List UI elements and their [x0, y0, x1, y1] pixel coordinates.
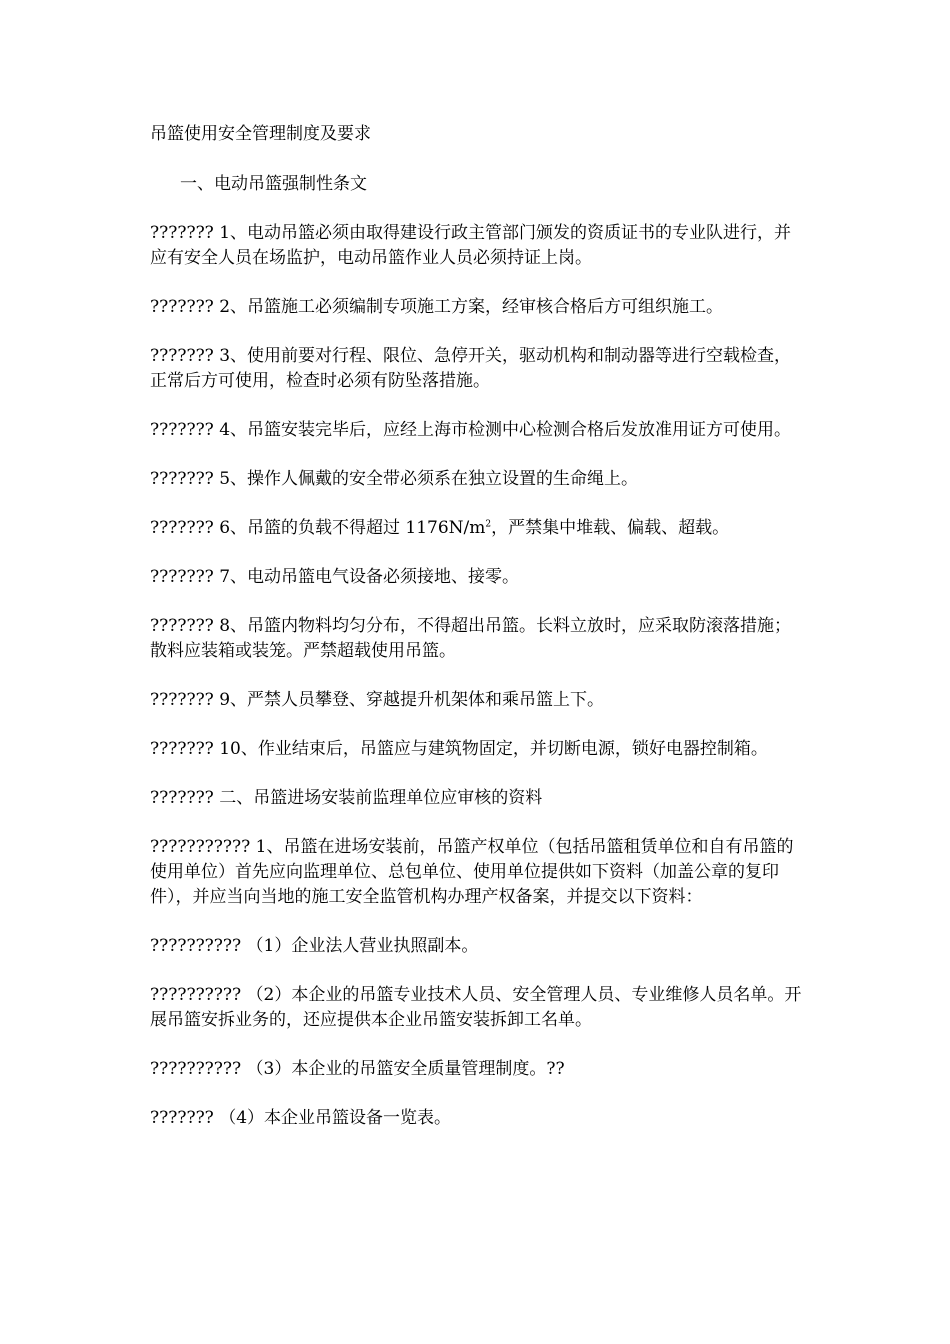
clause-4: ??????? 4、吊篮安装完毕后，应经上海市检测中心检测合格后发放准用证方可使用。	[150, 420, 792, 440]
review-item-3: ?????????? （3）本企业的吊篮安全质量管理制度。??	[150, 1059, 565, 1079]
section-heading-review-materials: ??????? 二、吊篮进场安装前监理单位应审核的资料	[150, 788, 543, 808]
clause-2: ??????? 2、吊篮施工必须编制专项施工方案，经审核合格后方可组织施工。	[150, 297, 724, 317]
clause-3: ??????? 3、使用前要对行程、限位、急停开关，驱动机构和制动器等进行空载检查，正常后方可使用，检查时必须有防坠落措施。	[150, 346, 792, 391]
clause-7: ??????? 7、电动吊篮电气设备必须接地、接零。	[150, 567, 520, 587]
clause-6-suffix: ，严禁集中堆载、偏载、超载。	[491, 518, 730, 538]
review-item-1: ?????????? （1）企业法人营业执照副本。	[150, 936, 479, 956]
clause-10: ??????? 10、作业结束后，吊篮应与建筑物固定，并切断电源，锁好电器控制箱。	[150, 739, 768, 759]
review-item-2: ?????????? （2）本企业的吊篮专业技术人员、安全管理人员、专业维修人员名单。开展吊篮安拆业务的，还应提供本企业吊篮安装拆卸工名单。	[150, 985, 802, 1030]
clause-6-prefix: ??????? 6、吊篮的负载不得超过 1176N/m	[150, 518, 486, 538]
clause-6-superscript: 2	[485, 519, 492, 530]
review-item-4: ??????? （4）本企业吊篮设备一览表。	[150, 1108, 452, 1128]
clause-6	[150, 516, 802, 541]
review-intro: ??????????? 1、吊篮在进场安装前，吊篮产权单位（包括吊篮租赁单位和自有吊篮的使用单位）首先应向监理单位、总包单位、使用单位提供如下资料（加盖公章的复印件），并应当向当地的施工安全监管机构办理产权备案，并提交以下资料：	[150, 837, 794, 907]
clause-5: ??????? 5、操作人佩戴的安全带必须系在独立设置的生命绳上。	[150, 469, 639, 489]
document-title: 吊篮使用安全管理制度及要求	[150, 124, 371, 144]
clause-8: ??????? 8、吊篮内物料均匀分布，不得超出吊篮。长料立放时，应采取防滚落措施；散料应装箱或装笼。严禁超载使用吊篮。	[150, 616, 792, 661]
document-page	[150, 122, 802, 1155]
section-heading-mandatory-clauses: 一、电动吊篮强制性条文	[180, 174, 367, 194]
clause-9: ??????? 9、严禁人员攀登、穿越提升机架体和乘吊篮上下。	[150, 690, 605, 710]
clause-1: ??????? 1、电动吊篮必须由取得建设行政主管部门颁发的资质证书的专业队进行，并应有安全人员在场监护，电动吊篮作业人员必须持证上岗。	[150, 223, 792, 268]
